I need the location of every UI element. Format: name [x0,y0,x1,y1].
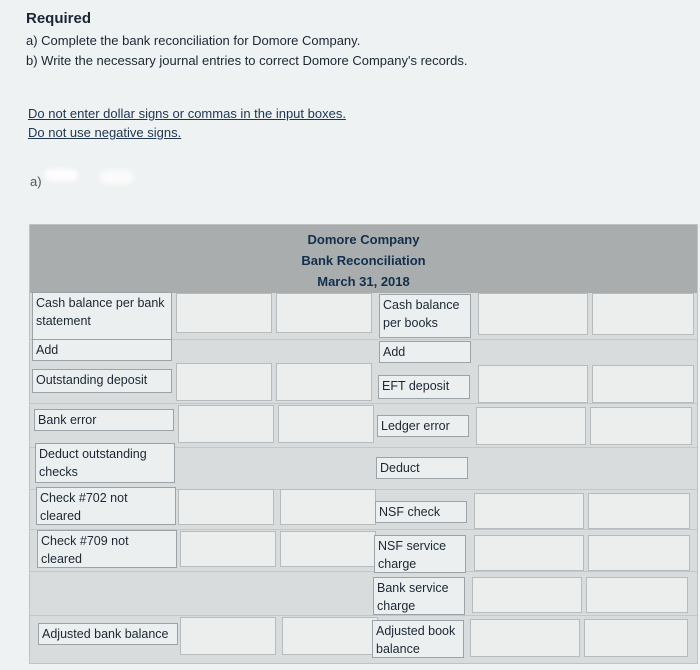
label-bank-error: Bank error [34,409,174,431]
label-nsf-check: NSF check [375,501,467,523]
input-check-702-amount[interactable] [178,489,274,525]
label-check-702: Check #702 not cleared [36,487,176,525]
input-outstanding-deposit-total[interactable] [276,363,372,401]
label-cash-balance-per-books: Cash balance per books [379,294,471,338]
instruction-b: b) Write the necessary journal entries to correct Domore Company's records. [26,53,468,68]
row-divider [30,571,697,572]
input-adjusted-book-amount[interactable] [470,619,580,657]
input-ledger-error-total[interactable] [590,407,692,445]
glare-spot [100,170,134,184]
input-nsf-service-charge-total[interactable] [588,535,690,571]
input-adjusted-book-total[interactable] [584,619,688,657]
label-deduct-outstanding-checks: Deduct outstanding checks [35,443,175,483]
label-book-add: Add [379,341,471,363]
label-ledger-error: Ledger error [377,415,469,437]
instructions [26,10,468,71]
reconciliation-header [30,225,697,293]
label-book-deduct: Deduct [376,457,468,479]
input-bank-error-amount[interactable] [178,405,274,443]
label-check-709: Check #709 not cleared [37,530,177,568]
note-no-negative-signs: Do not use negative signs. [28,125,182,140]
input-ledger-error-amount[interactable] [476,407,586,445]
label-nsf-service-charge: NSF service charge [374,535,466,573]
label-cash-balance-per-bank: Cash balance per bank statement [32,292,172,340]
row-divider [30,403,697,404]
statement-date: March 31, 2018 [317,274,410,289]
input-adjusted-bank-total[interactable] [282,617,378,655]
instruction-a: a) Complete the bank reconciliation for Domore Company. [26,33,361,48]
row-divider [30,615,697,616]
input-nsf-check-amount[interactable] [474,493,584,529]
label-outstanding-deposit: Outstanding deposit [32,369,172,393]
company-name: Domore Company [307,232,420,247]
bank-reconciliation-table [29,224,698,664]
label-eft-deposit: EFT deposit [378,375,470,399]
label-bank-service-charge: Bank service charge [373,577,465,615]
glare-spot [44,169,78,181]
input-cash-balance-bank-amount[interactable] [176,293,272,333]
input-bank-service-charge-amount[interactable] [472,577,582,613]
input-cash-balance-books-amount[interactable] [478,293,588,335]
part-a-label: a) [30,174,42,189]
statement-title: Bank Reconciliation [301,253,426,268]
note-no-dollar-signs: Do not enter dollar signs or commas in the input boxes. [28,106,346,121]
input-notes [28,104,346,142]
input-nsf-service-charge-amount[interactable] [474,535,584,571]
input-check-709-amount[interactable] [180,531,276,567]
input-check-709-total[interactable] [280,531,376,567]
input-eft-deposit-amount[interactable] [478,365,588,403]
input-outstanding-deposit-amount[interactable] [176,363,272,401]
label-adjusted-book-balance: Adjusted book balance [372,620,464,658]
input-bank-service-charge-total[interactable] [586,577,688,613]
label-bank-add: Add [32,339,172,361]
required-heading: Required [26,10,92,27]
input-nsf-check-total[interactable] [588,493,690,529]
label-adjusted-bank-balance: Adjusted bank balance [38,623,178,645]
input-eft-deposit-total[interactable] [592,365,694,403]
input-check-702-total[interactable] [280,489,376,525]
input-bank-error-total[interactable] [278,405,374,443]
input-cash-balance-books-total[interactable] [592,293,694,335]
input-cash-balance-bank-total[interactable] [276,293,372,333]
input-adjusted-bank-amount[interactable] [180,617,276,655]
